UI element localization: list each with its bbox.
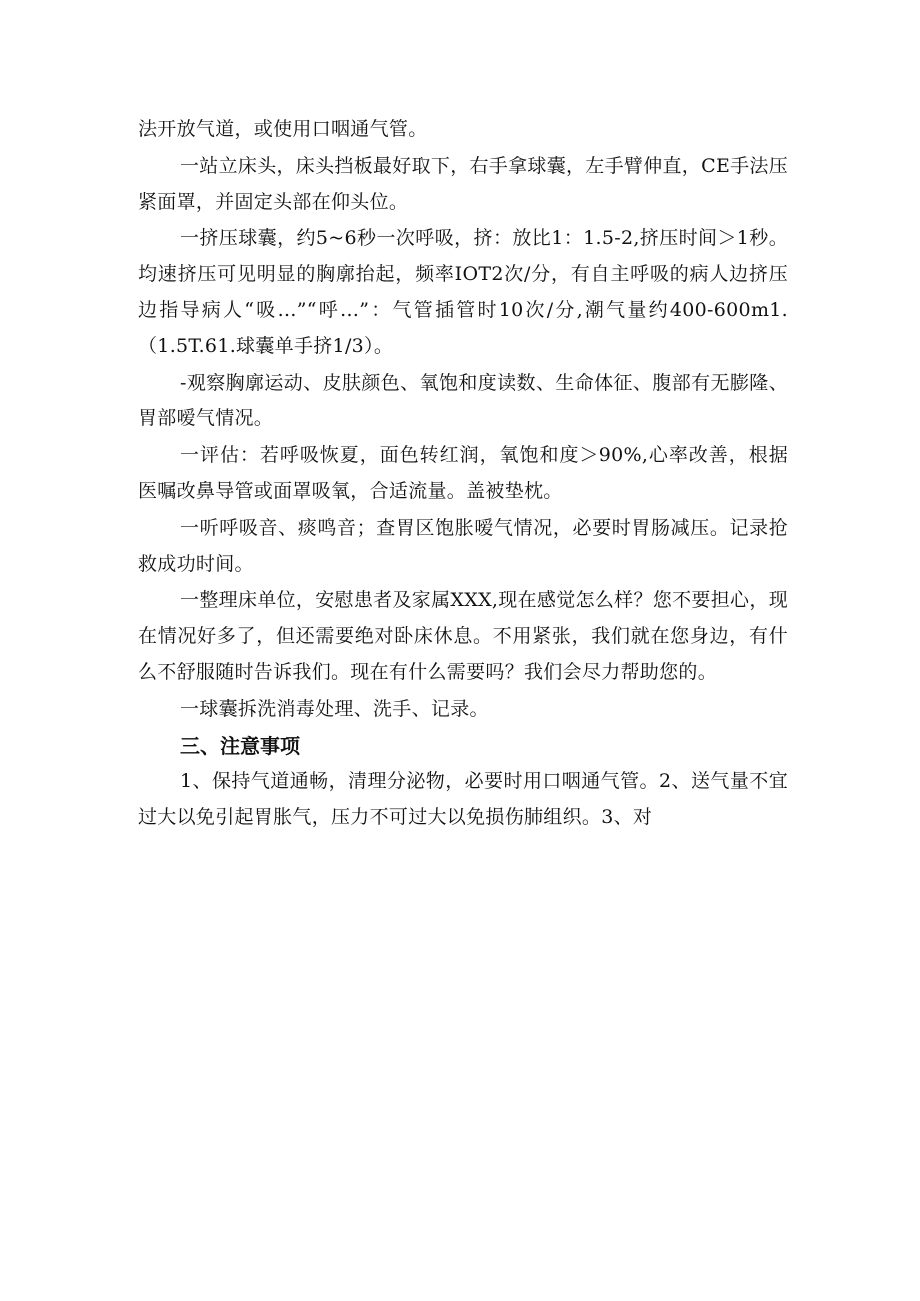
paragraph-listen: 一听呼吸音、痰鸣音；查胃区饱胀嗳气情况，必要时胃肠减压。记录抢救成功时间。	[138, 516, 788, 575]
paragraph-observe: -观察胸廓运动、皮肤颜色、氧饱和度读数、生命体征、腹部有无膨隆、胃部嗳气情况。	[138, 371, 788, 430]
paragraph-squeeze-bag: 一挤压球囊，约5~6秒一次呼吸，挤：放比1：1.5-2,挤压时间＞1秒。均速挤压可见明显的胸廓抬起，频率IOT2次/分，有自主呼吸的病人边挤压边指导病人“吸…”“呼…”：气管插管时10次/分,潮气量约400-600m1.（1.5T.61.球囊单手挤1/3）。	[138, 227, 788, 357]
paragraph-stand-position: 一站立床头，床头挡板最好取下，右手拿球囊，左手臂伸直，CE手法压紧面罩，并固定头部在仰头位。	[138, 154, 789, 213]
section-heading-precautions: 三、注意事项	[180, 733, 300, 758]
paragraph-open-airway: 法开放气道，或使用口咽通气管。	[138, 118, 428, 140]
paragraph-evaluate: 一评估：若呼吸恢夏，面色转红润，氧饱和度＞90%,心率改善，根据医嘱改鼻导管或面罩吸氧，合适流量。盖被垫枕。	[138, 444, 788, 502]
paragraph-clean-up: 一球囊拆洗消毒处理、洗手、记录。	[180, 697, 489, 720]
paragraph-comfort-patient: 一整理床单位，安慰患者及家属XXX,现在感觉怎么样？您不要担心，现在情况好多了，但还需要绝对卧床休息。不用紧张，我们就在您身边，有什么不舒服随时告诉我们。现在有什么需要吗？我们会尽力帮助您的。	[138, 589, 788, 683]
document-body	[138, 112, 788, 837]
paragraph-precautions: 1、保持气道通畅，清理分泌物，必要时用口咽通气管。2、送气量不宜过大以免引起胃胀气，压力不可过大以免损伤肺组织。3、对	[138, 770, 788, 829]
